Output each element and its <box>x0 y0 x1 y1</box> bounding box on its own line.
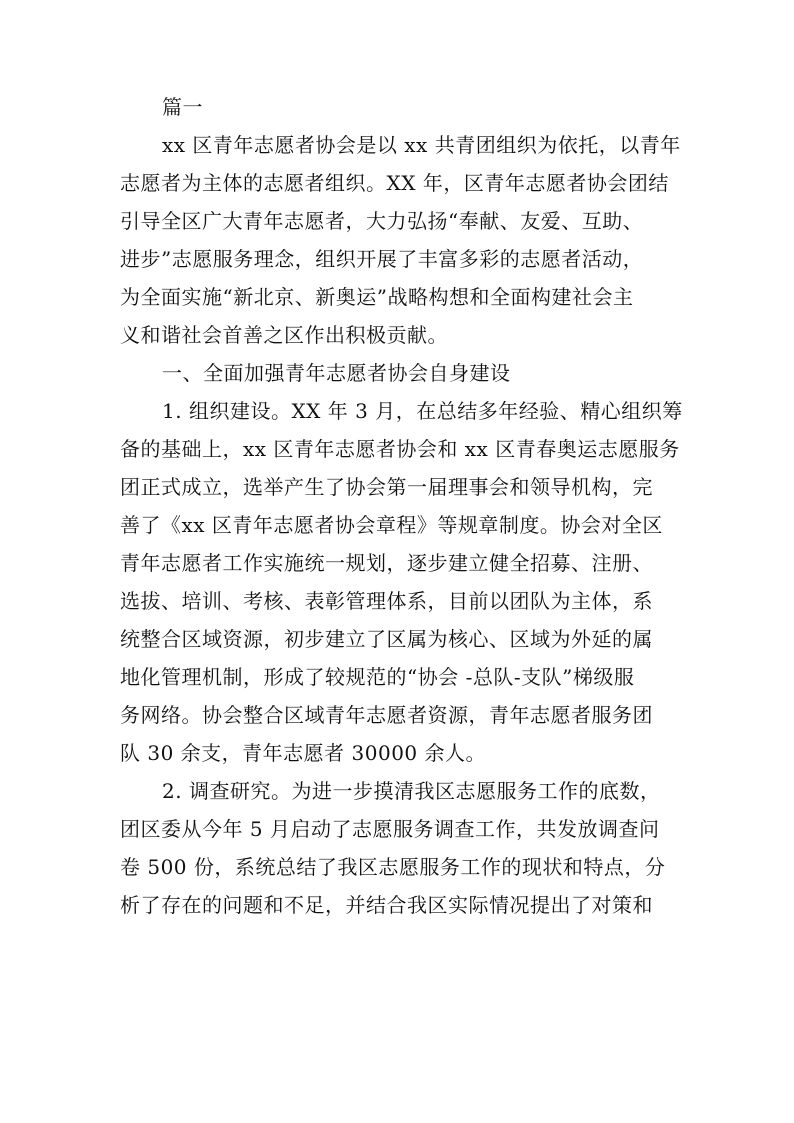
paragraph-organization <box>120 392 683 772</box>
paragraph-line: 为全面实施“新北京、新奥运”战略构想和全面构建社会主 <box>120 285 634 309</box>
paragraph-research <box>120 772 680 924</box>
paragraph-line: 义和谐社会首善之区作出积极贡献。 <box>120 323 448 347</box>
paragraph-line: 卷 500 份，系统总结了我区志愿服务工作的现状和特点，分 <box>120 855 666 879</box>
paragraph-line: 统整合区域资源，初步建立了区属为核心、区域为外延的属 <box>120 627 653 651</box>
paragraph-line: 善了《xx 区青年志愿者协会章程》等规章制度。协会对全区 <box>120 513 663 537</box>
paragraph-line: 1. 组织建设。XX 年 3 月，在总结多年经验、精心组织筹 <box>162 399 683 423</box>
document-page <box>120 88 683 924</box>
section-heading <box>120 354 680 392</box>
paragraph-intro <box>120 126 680 354</box>
paragraph-line: 引导全区广大青年志愿者，大力弘扬“奉献、友爱、互助、 <box>120 209 644 233</box>
paragraph-line: 地化管理机制，形成了较规范的“协会 -总队-支队”梯级服 <box>120 665 635 689</box>
paragraph-line: 析了存在的问题和不足，并结合我区实际情况提出了对策和 <box>120 893 653 917</box>
document-heading: 篇一 <box>162 95 203 119</box>
paragraph-line: 务网络。协会整合区域青年志愿者资源，青年志愿者服务团 <box>120 703 653 727</box>
paragraph-line: 团正式成立，选举产生了协会第一届理事会和领导机构，完 <box>120 475 653 499</box>
section-heading-line: 一、全面加强青年志愿者协会自身建设 <box>162 361 511 385</box>
paragraph-line: 青年志愿者工作实施统一规划，逐步建立健全招募、注册、 <box>120 551 653 575</box>
paragraph-line: 2. 调查研究。为进一步摸清我区志愿服务工作的底数， <box>162 779 661 803</box>
paragraph-line: 团区委从今年 5 月启动了志愿服务调查工作，共发放调查问 <box>120 817 660 841</box>
paragraph-line: 备的基础上，xx 区青年志愿者协会和 xx 区青春奥运志愿服务 <box>120 437 680 461</box>
paragraph-line: 志愿者为主体的志愿者组织。XX 年，区青年志愿者协会团结 <box>120 171 669 195</box>
paragraph-line: 进步”志愿服务理念，组织开展了丰富多彩的志愿者活动， <box>120 247 644 271</box>
paragraph-line: 选拔、培训、考核、表彰管理体系，目前以团队为主体，系 <box>120 589 653 613</box>
paragraph-line: xx 区青年志愿者协会是以 xx 共青团组织为依托，以青年 <box>162 133 681 157</box>
paragraph-line: 队 30 余支，青年志愿者 30000 余人。 <box>120 741 487 765</box>
